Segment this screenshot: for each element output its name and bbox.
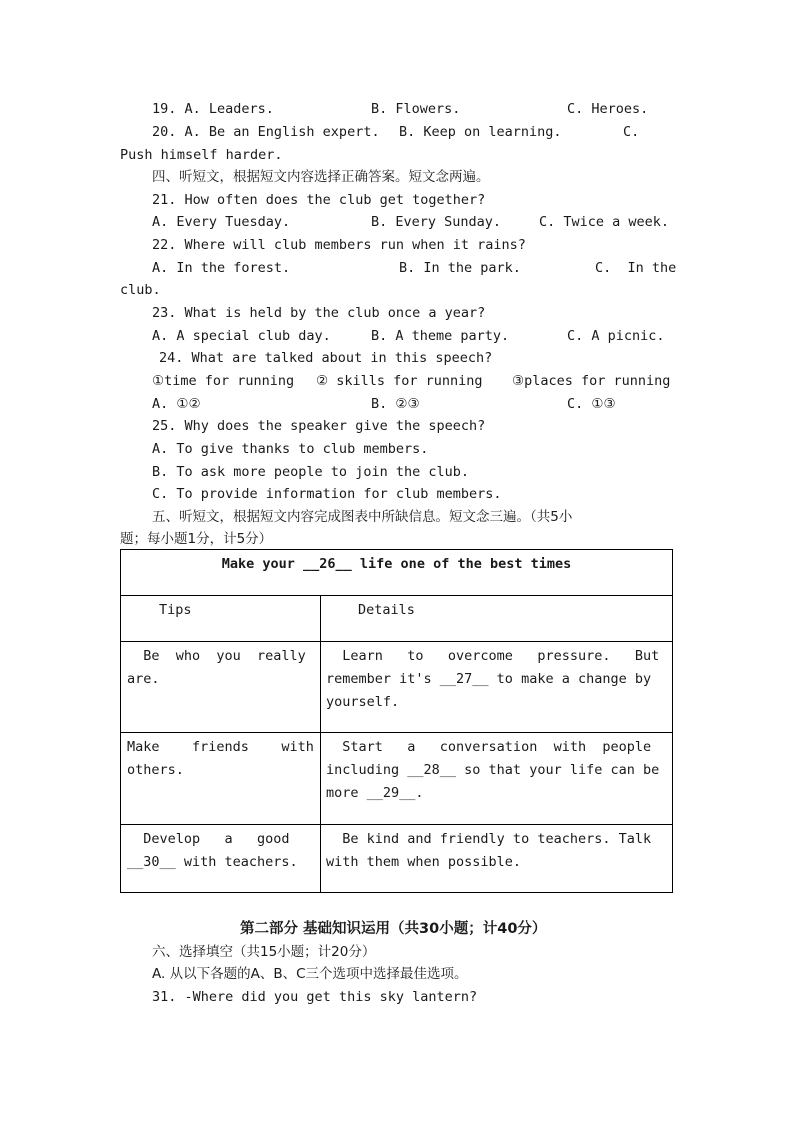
q21-option-a: A. Every Tuesday. xyxy=(152,214,291,230)
q19-option-c: C. Heroes. xyxy=(567,101,649,117)
table-cell-line: with them when possible. xyxy=(326,854,522,870)
section5-heading: 五、听短文，根据短文内容完成图表中所缺信息。短文念三遍。（共5小 xyxy=(152,509,573,525)
q25-stem: 25. Why does the speaker give the speech? xyxy=(152,418,486,434)
q20-option-c: C. xyxy=(623,124,640,140)
table-cell-line: remember it's __27__ to make a change by xyxy=(326,671,652,687)
q24-item-1: ①time for running xyxy=(152,373,295,389)
q31-stem: 31. -Where did you get this sky lantern? xyxy=(152,989,478,1005)
table-row-3-tips xyxy=(127,828,315,874)
table-cell-line: Learn to overcome pressure. But xyxy=(326,648,660,664)
q20-option-c-cont: Push himself harder. xyxy=(120,147,283,163)
table-cell-line: more __29__. xyxy=(326,785,424,801)
table-divider xyxy=(121,595,672,596)
q19-option-b: B. Flowers. xyxy=(371,101,461,117)
section5-heading-cont: 题；每小题1分，计5分） xyxy=(120,531,273,547)
q23-option-a: A. A special club day. xyxy=(152,328,331,344)
q21-option-b: B. Every Sunday. xyxy=(371,214,502,230)
info-table xyxy=(120,549,673,893)
section6-heading: 六、选择填空（共15小题；计20分） xyxy=(152,944,376,960)
q24-item-3: ③places for running xyxy=(512,373,671,389)
table-cell-line: Be who you really xyxy=(127,648,306,664)
q24-item-2: ② skills for running xyxy=(316,373,483,389)
q22-option-c-cont: club. xyxy=(120,282,161,298)
q24-option-c: C. ①③ xyxy=(567,396,616,412)
q22-option-a: A. In the forest. xyxy=(152,260,291,276)
table-row-1-details xyxy=(326,645,668,714)
q25-option-c: C. To provide information for club members. xyxy=(152,486,502,502)
q21-stem: 21. How often does the club get together? xyxy=(152,192,486,208)
part-two-heading: 第二部分 基础知识运用（共30小题；计40分） xyxy=(240,921,547,937)
q23-option-c: C. A picnic. xyxy=(567,328,665,344)
table-cell-line: others. xyxy=(127,762,184,778)
q25-option-b: B. To ask more people to join the club. xyxy=(152,464,469,480)
q23-option-b: B. A theme party. xyxy=(371,328,510,344)
table-cell-line: Start a conversation with people xyxy=(326,739,652,755)
table-title: Make your __26__ life one of the best times xyxy=(221,556,572,572)
table-row-2-details xyxy=(326,736,668,805)
table-header-tips: Tips xyxy=(159,602,192,618)
q24-option-a: A. ①② xyxy=(152,396,201,412)
q24-stem: 24. What are talked about in this speech? xyxy=(159,350,493,366)
section4-heading: 四、听短文，根据短文内容选择正确答案。短文念两遍。 xyxy=(152,169,490,185)
q22-option-c: C. In the xyxy=(595,260,677,276)
q19-option-a: 19. A. Leaders. xyxy=(152,101,274,117)
table-cell-line: including __28__ so that your life can be xyxy=(326,762,660,778)
instruction-a: A. 从以下各题的A、B、C三个选项中选择最佳选项。 xyxy=(152,966,468,982)
table-cell-line: Make friends with xyxy=(127,739,314,755)
table-cell-line: yourself. xyxy=(326,694,400,710)
q23-stem: 23. What is held by the club once a year? xyxy=(152,305,486,321)
q20-option-a: 20. A. Be an English expert. xyxy=(152,124,380,140)
table-row-3-details xyxy=(326,828,668,874)
table-divider xyxy=(121,824,672,825)
q20-option-b: B. Keep on learning. xyxy=(399,124,562,140)
q24-option-b: B. ②③ xyxy=(371,396,420,412)
table-row-2-tips xyxy=(127,736,315,782)
table-divider xyxy=(121,732,672,733)
q22-stem: 22. Where will club members run when it rains? xyxy=(152,237,526,253)
table-row-1-tips xyxy=(127,645,315,691)
table-column-divider xyxy=(320,595,321,892)
table-divider xyxy=(121,641,672,642)
table-cell-line: __30__ with teachers. xyxy=(127,854,298,870)
table-cell-line: Be kind and friendly to teachers. Talk xyxy=(326,831,652,847)
table-cell-line: Develop a good xyxy=(127,831,290,847)
q25-option-a: A. To give thanks to club members. xyxy=(152,441,429,457)
q22-option-b: B. In the park. xyxy=(399,260,521,276)
table-cell-line: are. xyxy=(127,671,160,687)
q21-option-c: C. Twice a week. xyxy=(539,214,670,230)
table-header-details: Details xyxy=(358,602,415,618)
